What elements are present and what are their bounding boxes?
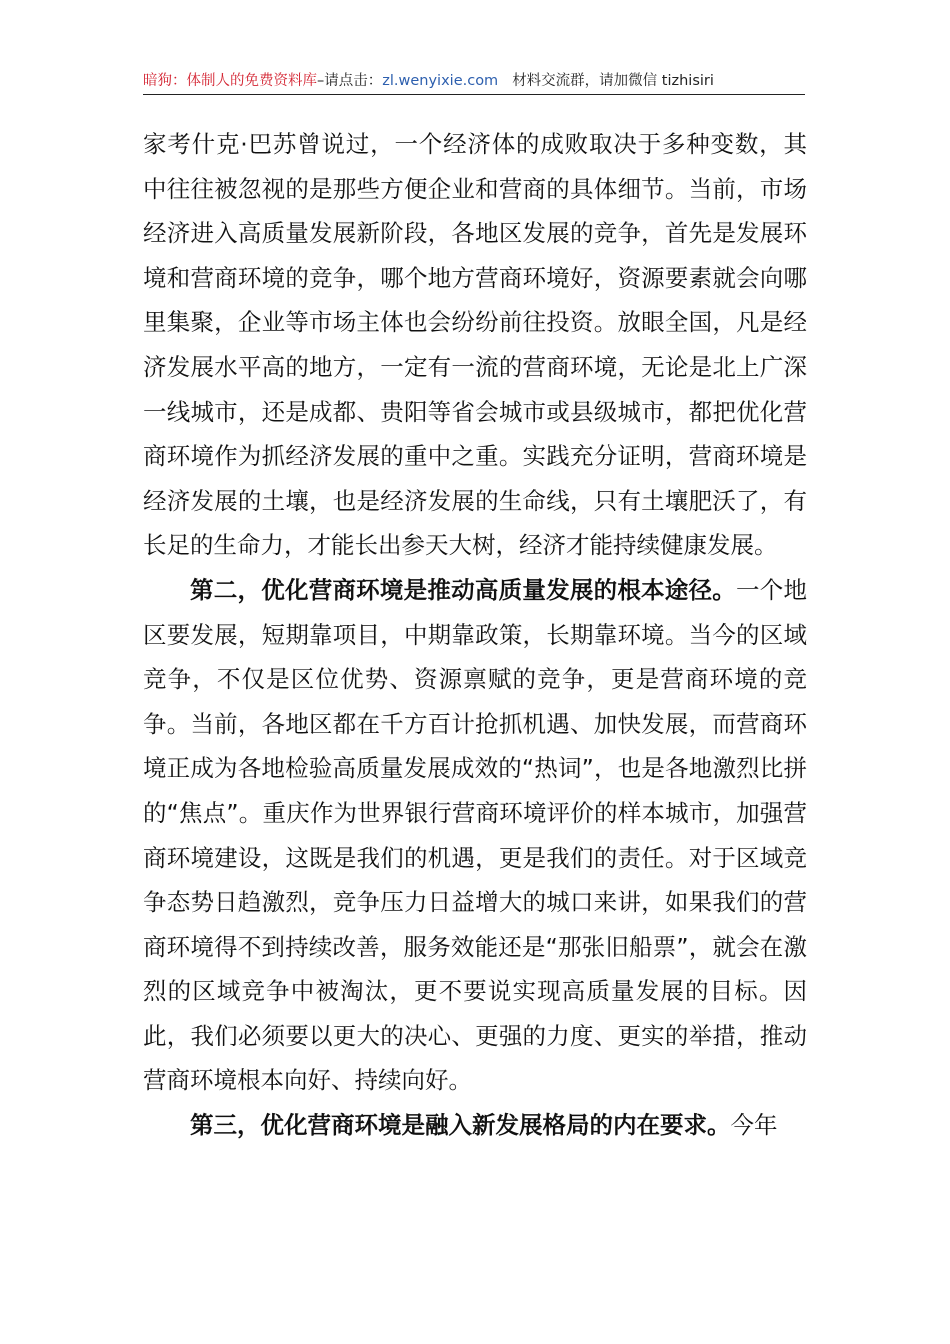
header-url-link[interactable]: zl.wenyixie.com	[382, 73, 499, 89]
paragraph-2	[143, 568, 807, 1103]
paragraph-3	[143, 1103, 807, 1148]
paragraph-3-text: 今年	[730, 1111, 778, 1140]
paragraph-2-text: 一个地区要发展，短期靠项目，中期靠政策，长期靠环境。当今的区域竞争，不仅是区位优势、资源禀赋的竞争，更是营商环境的竞争。当前，各地区都在千方百计抢抓机遇、加快发展，而营商环境正成为各地检验高质量发展成效的“热词”，也是各地激烈比拼的“焦点”。重庆作为世界银行营商环境评价的样本城市，加强营商环境建设，这既是我们的机遇，更是我们的责任。对于区域竞争态势日趋激烈，竞争压力日益增大的城口来讲，如果我们的营商环境得不到持续改善，服务效能还是“那张旧船票”，就会在激烈的区域竞争中被淘汰，更不要说实现高质量发展的目标。因此，我们必须要以更大的决心、更强的力度、更实的举措，推动营商环境根本向好、持续向好。	[143, 575, 808, 1095]
paragraph-2-lead: 第二，优化营商环境是推动高质量发展的根本途径。	[190, 575, 737, 604]
header-group-note: 材料交流群，请加微信 tizhisiri	[512, 73, 714, 89]
document-body	[143, 122, 807, 1148]
paragraph-3-lead: 第三，优化营商环境是融入新发展格局的内在要求。	[190, 1111, 731, 1140]
page-header	[143, 68, 805, 95]
header-click-prompt: –请点击：	[317, 73, 383, 89]
paragraph-1	[143, 122, 807, 568]
paragraph-1-text: 家考什克·巴苏曾说过，一个经济体的成败取决于多种变数，其中往往被忽视的是那些方便企业和营商的具体细节。当前，市场经济进入高质量发展新阶段，各地区发展的竞争，首先是发展环境和营商环境的竞争，哪个地方营商环境好，资源要素就会向哪里集聚，企业等市场主体也会纷纷前往投资。放眼全国，凡是经济发展水平高的地方，一定有一流的营商环境，无论是北上广深一线城市，还是成都、贵阳等省会城市或县级城市，都把优化营商环境作为抓经济发展的重中之重。实践充分证明，营商环境是经济发展的土壤，也是经济发展的生命线，只有土壤肥沃了，有长足的生命力，才能长出参天大树，经济才能持续健康发展。	[143, 130, 807, 560]
header-site-name: 暗狗：体制人的免费资料库	[143, 73, 317, 89]
